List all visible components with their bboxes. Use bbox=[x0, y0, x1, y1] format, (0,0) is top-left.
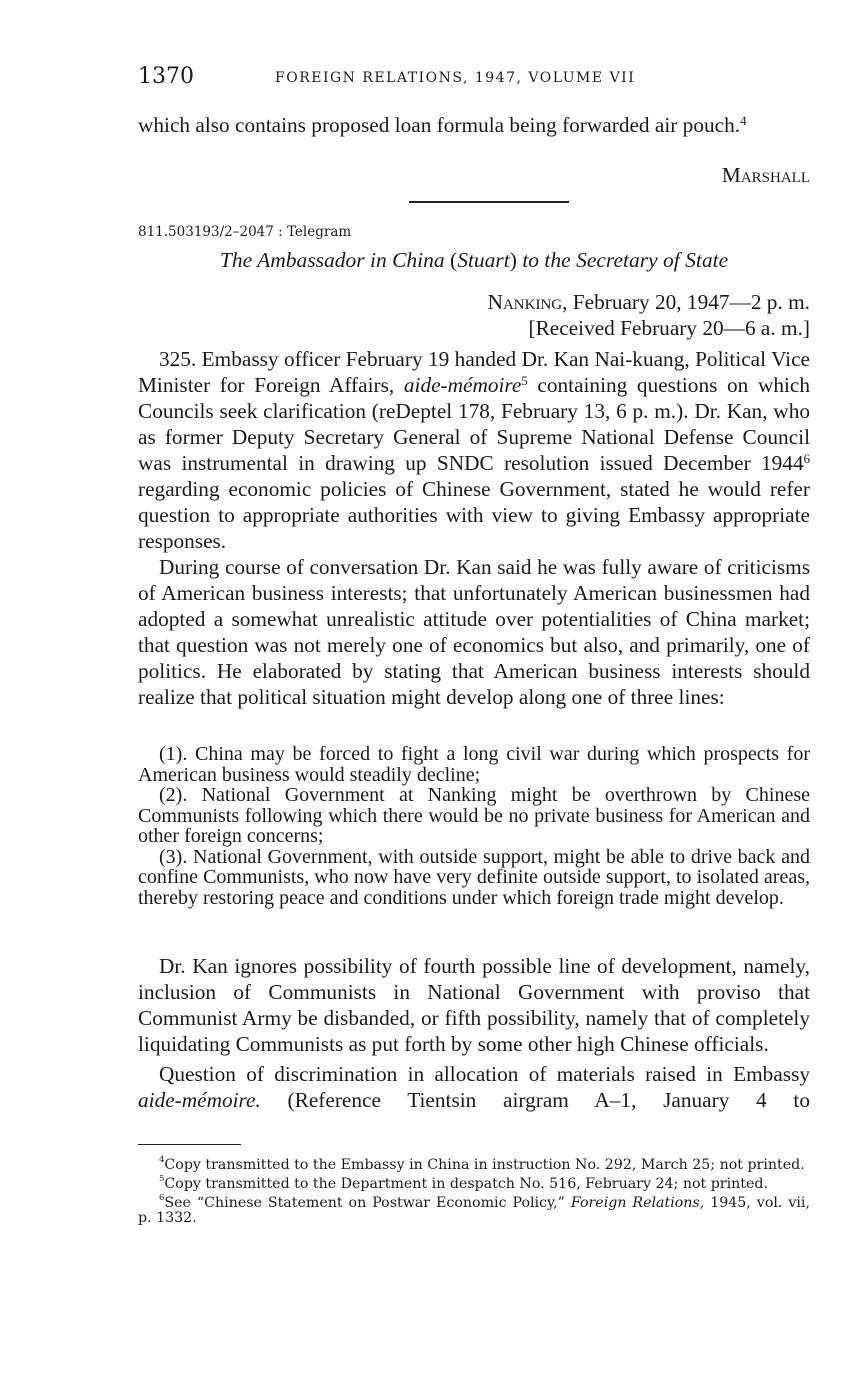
file-number: 811.503193/2–2047 : Telegram bbox=[138, 224, 352, 240]
page-number: 1370 bbox=[138, 64, 194, 89]
running-head: FOREIGN RELATIONS, 1947, VOLUME VII bbox=[275, 70, 636, 86]
p4-italic: aide-mémoire. bbox=[138, 1088, 261, 1112]
continuation-text bbox=[138, 112, 810, 138]
continuation-body: which also contains proposed loan formula being forwarded air pouch. bbox=[138, 113, 741, 137]
footnote-text: Copy transmitted to the Embassy in China in instruction No. 292, March 25; not printed. bbox=[164, 1157, 805, 1173]
footnote-italic: Foreign Relations, bbox=[570, 1195, 705, 1211]
paragraph-2: During course of conversation Dr. Kan said he was fully aware of criticisms of American business interests; that unfortunately American businessmen had adopted a somewhat unrealistic attitude over potentialities of China market; that question was not merely one of economics but also, and primarily, one of politics. He elaborated by stating that American business interests should realize that political situation might develop along one of three lines: bbox=[138, 555, 810, 709]
list-item: (3). National Government, with outside support, might be able to drive back and confine Communists, who now have very definite outside support, to isolated areas, thereby restoring peace and conditions under which foreign trade might develop. bbox=[138, 845, 810, 909]
footnote-4 bbox=[138, 1155, 810, 1173]
footnote-text: See “Chinese Statement on Postwar Economic Policy,” bbox=[164, 1195, 571, 1211]
p1-text-b: containing questions on which Councils seek clarification (reDeptel 178, February 13, 6 p. m.). Dr. Kan, who as former Deputy Secretary General of Supreme National Defense Council was instrumental in drawing up SNDC resolution issued December 1944 bbox=[138, 373, 810, 475]
footnote-number: 4 bbox=[159, 1155, 165, 1165]
title-name: Stuart bbox=[457, 248, 510, 272]
title-part-2: to the Secretary of State bbox=[516, 248, 729, 272]
footnote-5 bbox=[138, 1174, 810, 1192]
main-body-continued bbox=[138, 953, 810, 1113]
footnote-6 bbox=[138, 1193, 810, 1226]
document-title bbox=[138, 248, 810, 273]
p1-text-a: 325. Embassy officer February 19 handed Dr. Kan Nai-kuang, Political Vice Minister for Foreign Affairs, bbox=[138, 347, 810, 397]
footnote-number: 6 bbox=[159, 1193, 165, 1203]
dateline-place: Nanking bbox=[487, 290, 563, 314]
page-header bbox=[138, 64, 810, 94]
signature-block bbox=[138, 162, 810, 188]
footnotes bbox=[138, 1155, 810, 1230]
paragraph-4 bbox=[138, 1061, 810, 1113]
title-paren-open: ( bbox=[450, 248, 458, 272]
main-body bbox=[138, 346, 810, 710]
footnote-ref-4: 4 bbox=[740, 114, 747, 128]
p4-text-a: Question of discrimination in allocation of materials raised in Embassy bbox=[159, 1062, 810, 1086]
footnote-rule bbox=[138, 1144, 241, 1145]
footnote-text: 1945, vol. vii, p. 1332. bbox=[138, 1195, 810, 1226]
numbered-list bbox=[138, 744, 810, 908]
list-item: (2). National Government at Nanking might be overthrown by Chinese Communists following which there would be no private business for American and other foreign concerns; bbox=[138, 784, 810, 847]
footnote-ref-6: 6 bbox=[803, 452, 810, 466]
p1-text-c: regarding economic policies of Chinese Government, stated he would refer question to appropriate authorities with view to giving Embassy appropriate responses. bbox=[138, 477, 810, 553]
section-divider bbox=[409, 201, 569, 203]
received-line: [Received February 20—6 a. m.] bbox=[528, 316, 810, 340]
dateline bbox=[138, 289, 810, 315]
dateline-date: , February 20, 1947—2 p. m. bbox=[562, 290, 810, 314]
p4-text-b: (Reference Tientsin airgram A–1, January 4 to bbox=[260, 1088, 810, 1112]
paragraph-3: Dr. Kan ignores possibility of fourth possible line of development, namely, inclusion of Communists in National Government with proviso that Communist Army be disbanded, or fifth possibility, namely that of completely liquidating Communists as put forth by some other high Chinese officials. bbox=[138, 954, 810, 1056]
signature: Marshall bbox=[721, 163, 810, 187]
title-paren-close: ) bbox=[509, 248, 517, 272]
list-item: (1). China may be forced to fight a long civil war during which prospects for American business would steadily decline; bbox=[138, 743, 810, 786]
footnote-ref-5: 5 bbox=[521, 374, 528, 388]
title-part-1: The Ambassador in China bbox=[219, 248, 451, 272]
footnote-number: 5 bbox=[159, 1174, 165, 1184]
p1-italic: aide-mémoire bbox=[403, 373, 522, 397]
paragraph-1 bbox=[138, 346, 810, 554]
footnote-text: Copy transmitted to the Department in despatch No. 516, February 24; not printed. bbox=[164, 1176, 768, 1192]
